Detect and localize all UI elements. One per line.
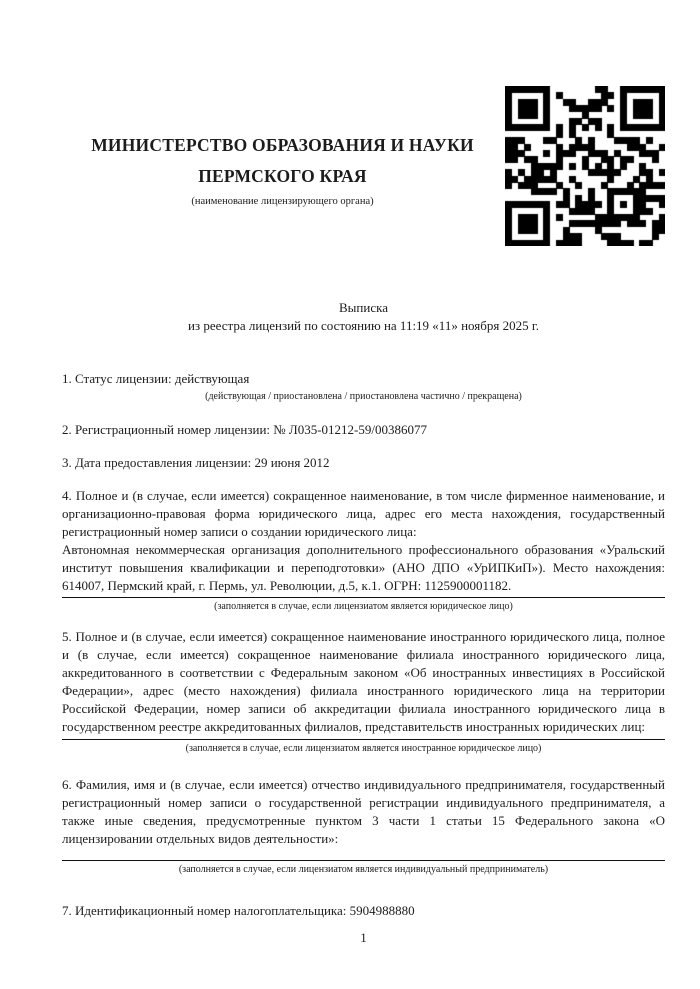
item-1-license-status: [62, 370, 665, 404]
item-2-text: 2. Регистрационный номер лицензии: № Л035-01212-59/00386077: [62, 422, 428, 437]
item-1-note: (действующая / приостановлена / приостановлена частично / прекращена): [205, 391, 522, 402]
item-5-question: 5. Полное и (в случае, если имеется) сокращенное наименование иностранного юридического лица, полное и (в случае, если имеется) сокращенное наименование филиала иностранного юридического лица, аккредитованного в соответствии с Федеральным законом «Об иностранных инвестициях в Российской Федерации», адрес (место нахождения) филиала иностранного юридического лица на территории Российской Федерации, номер записи об аккредитации филиала иностранного юридического лица в государственном реестре аккредитованных филиалов, представительств иностранных юридических лиц:: [62, 629, 665, 734]
document-body: [62, 0, 665, 920]
item-6-note: (заполняется в случае, если лицензиатом является индивидуальный предприниматель): [178, 864, 549, 875]
item-5-note: (заполняется в случае, если лицензиатом является иностранное юридическое лицо): [185, 743, 542, 754]
item-4-legal-entity: [62, 487, 665, 614]
item-6-question: 6. Фамилия, имя и (в случае, если имеется) отчество индивидуального предпринимателя, государственный регистрационный номер записи о государственной регистрации индивидуального предпринимателя, а также иные сведения, предусмотренные пунктом 3 части 1 статьи 15 Федерального закона «О лицензировании отдельных видов деятельности»:: [62, 777, 665, 846]
item-4-note: (заполняется в случае, если лицензиатом является юридическое лицо): [214, 601, 513, 612]
ministry-name-line2: ПЕРМСКОГО КРАЯ: [198, 166, 367, 186]
item-2-registration-number: [62, 421, 665, 439]
item-4-question: 4. Полное и (в случае, если имеется) сокращенное наименование, в том числе фирменное наименование, и организационно-правовая форма юридического лица, адрес его места нахождения, государственный регистрационный номер записи о создании юридического лица:: [62, 488, 665, 539]
document-title: [62, 299, 665, 335]
document-title-line2: из реестра лицензий по состоянию на 11:19 «11» ноября 2025 г.: [188, 318, 539, 333]
item-5-fill-line: [62, 739, 665, 740]
item-3-license-date: [62, 454, 665, 472]
item-6-individual-entrepreneur: [62, 776, 665, 877]
item-7-taxpayer-number: [62, 902, 665, 920]
item-1-text: 1. Статус лицензии: действующая: [62, 371, 250, 386]
item-4-answer: Автономная некоммерческая организация дополнительного профессионального образования «Уральский институт повышения квалификации и переподготовки» (АНО ДПО «УрИПКиП»). Место нахождения: 614007, Пермский край, г. Пермь, ул. Революции, д.5, к.1. ОГРН: 1125900001182.: [62, 542, 665, 593]
item-4-fill-line: [62, 597, 665, 598]
document-title-line1: Выписка: [339, 300, 388, 315]
item-6-fill-line: [62, 860, 665, 861]
page-number: 1: [360, 930, 367, 945]
item-3-text: 3. Дата предоставления лицензии: 29 июня 2012: [62, 455, 330, 470]
licensing-authority-note: (наименование лицензирующего органа): [191, 196, 374, 207]
item-5-foreign-entity: [62, 628, 665, 756]
ministry-name-line1: МИНИСТЕРСТВО ОБРАЗОВАНИЯ И НАУКИ: [91, 135, 474, 155]
item-7-text: 7. Идентификационный номер налогоплательщика: 5904988880: [62, 903, 415, 918]
